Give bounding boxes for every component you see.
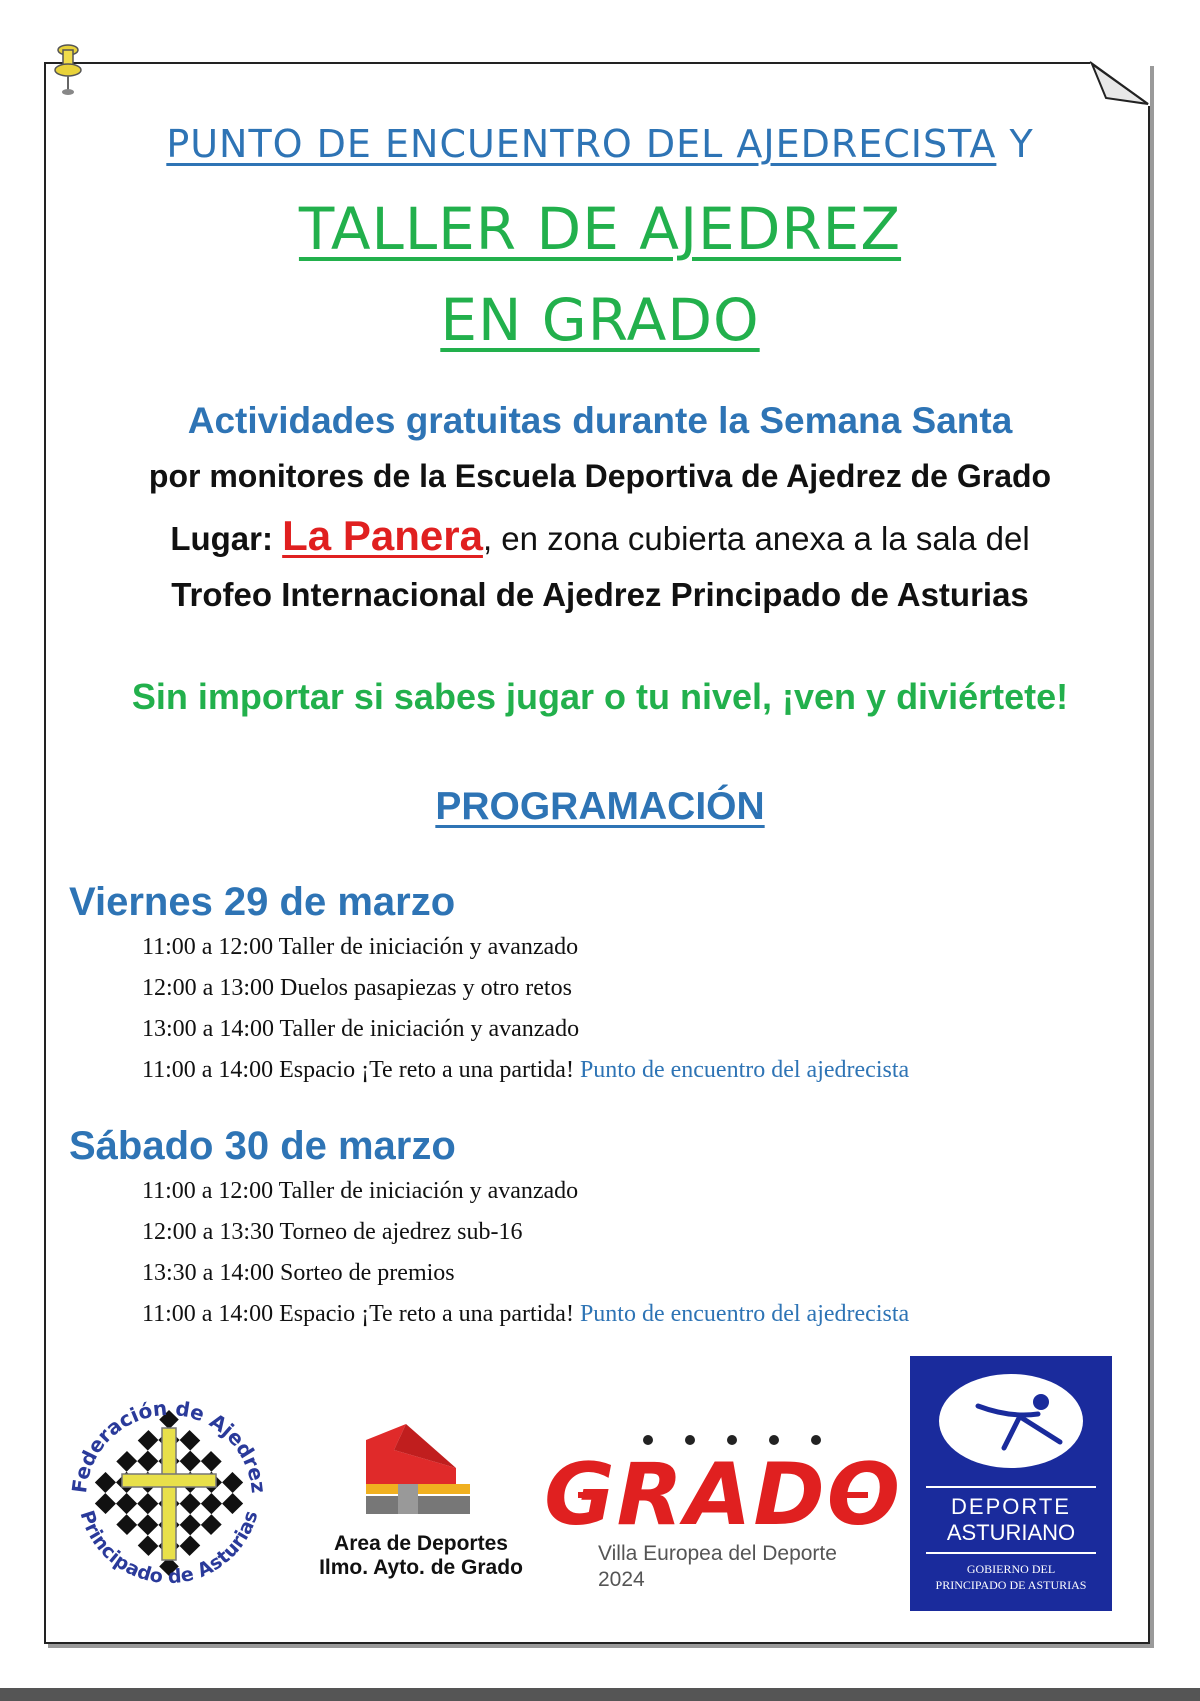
list-item: 13:30 a 14:00 Sorteo de premios <box>142 1260 455 1286</box>
list-item: 11:00 a 14:00 Espacio ¡Te reto a una partida! Punto de encuentro del ajedrecista <box>142 1057 910 1083</box>
place-label: Lugar: <box>170 520 283 557</box>
grado-wordmark <box>544 1430 902 1545</box>
list-item: 11:00 a 12:00 Taller de iniciación y avanzado <box>142 1178 579 1204</box>
page-curl <box>1090 62 1150 106</box>
invite-line: Sin importar si sabes jugar o tu nivel, ¡ven y diviértete! <box>131 676 1069 717</box>
pushpin-icon <box>54 44 82 100</box>
area-deportes-icon <box>306 1420 536 1524</box>
federacion-logo <box>64 1388 274 1598</box>
day-title: Sábado 30 de marzo <box>69 1124 456 1168</box>
day-title: Viernes 29 de marzo <box>69 880 456 924</box>
area-line-1: Area de Deportes <box>334 1532 508 1555</box>
federacion-bottom-text: Principado de Asturias <box>75 1507 263 1589</box>
bottom-bar <box>0 1688 1200 1701</box>
grado-logo <box>544 1430 902 1591</box>
list-item: 12:00 a 13:30 Torneo de ajedrez sub-16 <box>142 1219 523 1245</box>
area-deportes-logo <box>306 1420 536 1580</box>
deporte-line-4: PRINCIPADO DE ASTURIAS <box>935 1578 1087 1592</box>
area-line-2: Ilmo. Ayto. de Grado <box>319 1556 523 1579</box>
grado-sub-1: Villa Europea del Deporte <box>598 1542 837 1565</box>
title-encuentro: PUNTO DE ENCUENTRO DEL AJEDRECISTA <box>166 122 997 166</box>
activities-line: Actividades gratuitas durante la Semana Santa <box>187 400 1013 441</box>
item-highlight: Punto de encuentro del ajedrecista <box>579 1301 910 1327</box>
title-y: Y <box>1009 122 1034 166</box>
monitors-line: por monitores de la Escuela Deportiva de Ajedrez de Grado <box>148 458 1052 494</box>
place-name: La Panera <box>282 512 483 559</box>
divider <box>926 1486 1096 1488</box>
list-item: 13:00 a 14:00 Taller de iniciación y avanzado <box>142 1016 580 1042</box>
list-item: 11:00 a 14:00 Espacio ¡Te reto a una partida! Punto de encuentro del ajedrecista <box>142 1301 910 1327</box>
title-line-3 <box>0 286 1200 354</box>
federacion-top-text: Federación de Ajedrez <box>67 1395 271 1495</box>
deporte-line-1: DEPORTE <box>951 1494 1071 1519</box>
place-line <box>0 512 1200 560</box>
title-grado: EN GRADO <box>440 286 760 354</box>
divider <box>926 1552 1096 1554</box>
schedule-list <box>142 932 909 1096</box>
deporte-asturiano-logo <box>910 1356 1112 1611</box>
list-item: 11:00 a 12:00 Taller de iniciación y avanzado <box>142 934 579 960</box>
svg-text:GRADO: GRADO <box>544 1445 902 1545</box>
title-taller: TALLER DE AJEDREZ <box>298 195 902 263</box>
title-line-2 <box>0 195 1200 263</box>
list-item: 12:00 a 13:00 Duelos pasapiezas y otro retos <box>142 975 572 1001</box>
title-line-1 <box>0 122 1200 166</box>
programacion-title: PROGRAMACIÓN <box>435 785 765 828</box>
deporte-line-3: GOBIERNO DEL <box>966 1562 1056 1576</box>
trophy-line: Trofeo Internacional de Ajedrez Principado de Asturias <box>171 576 1029 613</box>
grado-sub-2: 2024 <box>598 1568 645 1591</box>
runner-icon <box>910 1356 1112 1476</box>
item-highlight: Punto de encuentro del ajedrecista <box>579 1057 910 1083</box>
schedule-list <box>142 1176 909 1340</box>
place-rest: , en zona cubierta anexa a la sala del <box>482 520 1030 557</box>
deporte-line-2: ASTURIANO <box>946 1520 1076 1545</box>
